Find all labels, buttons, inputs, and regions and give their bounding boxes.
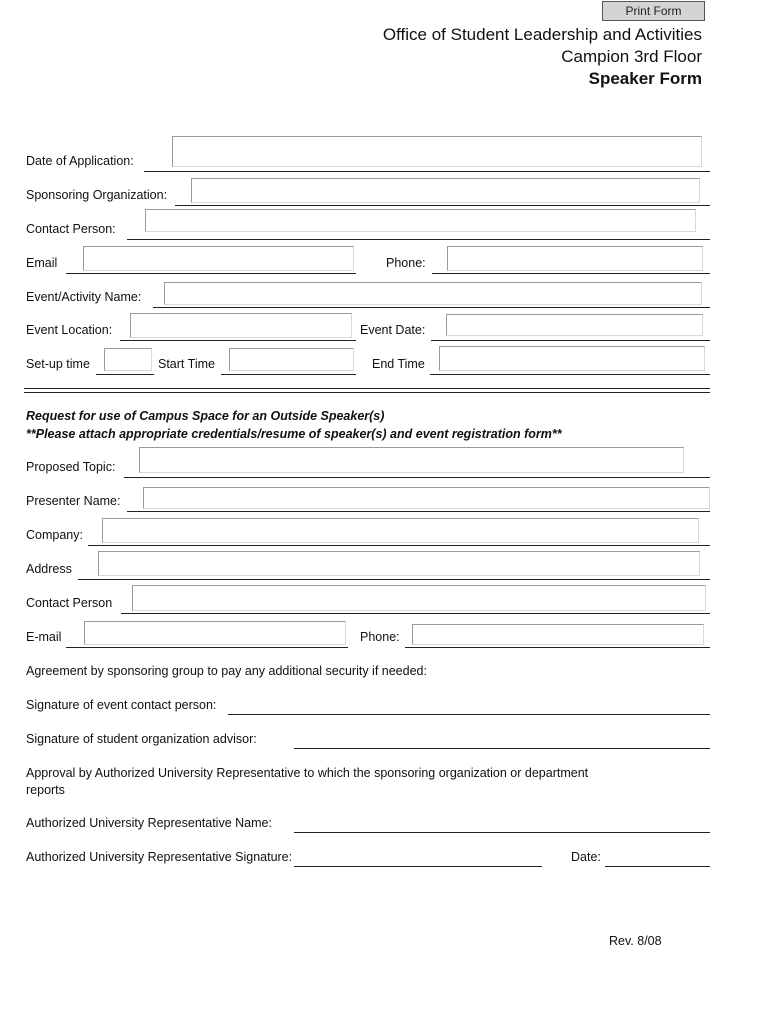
rep-signature-label: Authorized University Representative Signature: <box>26 850 293 864</box>
advisor-signature-label: Signature of student organization advisor: <box>26 732 257 746</box>
revision-label: Rev. 8/08 <box>609 934 662 948</box>
speaker-email-underline <box>66 647 348 648</box>
print-form-button[interactable]: Print Form <box>602 1 705 21</box>
start-time-label: Start Time <box>158 357 215 371</box>
security-agreement-text: Agreement by sponsoring group to pay any additional security if needed: <box>26 664 427 678</box>
presenter-name-label: Presenter Name: <box>26 494 121 508</box>
company-underline <box>88 545 710 546</box>
date-of-application-underline <box>144 171 710 172</box>
speaker-phone-underline <box>405 647 710 648</box>
speaker-email-input[interactable] <box>84 621 346 645</box>
rep-signature-line[interactable] <box>294 866 542 867</box>
presenter-name-input[interactable] <box>143 487 710 509</box>
phone-underline <box>432 273 710 274</box>
start-time-underline <box>221 374 356 375</box>
contact-person-underline <box>127 239 710 240</box>
contact-signature-line[interactable] <box>228 714 710 715</box>
date-of-application-label: Date of Application: <box>26 154 134 168</box>
speaker-contact-person-input[interactable] <box>132 585 706 611</box>
end-time-label: End Time <box>372 357 425 371</box>
start-time-input[interactable] <box>229 348 354 371</box>
setup-time-underline <box>96 374 154 375</box>
event-name-input[interactable] <box>164 282 702 305</box>
end-time-input[interactable] <box>439 346 705 371</box>
presenter-name-underline <box>127 511 710 512</box>
email-input[interactable] <box>83 246 354 271</box>
office-name: Office of Student Leadership and Activities <box>382 25 702 44</box>
proposed-topic-label: Proposed Topic: <box>26 460 116 474</box>
setup-time-input[interactable] <box>104 348 152 371</box>
sponsoring-organization-label: Sponsoring Organization: <box>26 188 168 202</box>
sponsoring-organization-input[interactable] <box>191 178 700 203</box>
event-name-underline <box>153 307 710 308</box>
speaker-phone-label: Phone: <box>360 630 400 644</box>
company-input[interactable] <box>102 518 699 543</box>
date-line[interactable] <box>605 866 710 867</box>
event-name-label: Event/Activity Name: <box>26 290 142 304</box>
proposed-topic-input[interactable] <box>139 447 684 473</box>
speaker-contact-person-underline <box>121 613 710 614</box>
email-underline <box>66 273 356 274</box>
event-date-label: Event Date: <box>360 323 426 337</box>
event-location-underline <box>120 340 356 341</box>
speaker-contact-person-label: Contact Person <box>26 596 113 610</box>
phone-label: Phone: <box>386 256 426 270</box>
address-label: Address <box>26 562 72 576</box>
speaker-phone-input[interactable] <box>412 624 704 645</box>
office-location: Campion 3rd Floor <box>561 47 702 66</box>
address-input[interactable] <box>98 551 700 576</box>
phone-input[interactable] <box>447 246 703 271</box>
form-title: Speaker Form <box>588 69 702 88</box>
email-label: Email <box>26 256 58 270</box>
rep-name-label: Authorized University Representative Name: <box>26 816 272 830</box>
contact-person-label: Contact Person: <box>26 222 116 236</box>
rep-name-line[interactable] <box>294 832 710 833</box>
contact-signature-label: Signature of event contact person: <box>26 698 217 712</box>
address-underline <box>78 579 710 580</box>
end-time-underline <box>430 374 710 375</box>
company-label: Company: <box>26 528 83 542</box>
event-location-input[interactable] <box>130 313 352 338</box>
setup-time-label: Set-up time <box>26 357 90 371</box>
advisor-signature-line[interactable] <box>294 748 710 749</box>
sponsoring-organization-underline <box>175 205 710 206</box>
proposed-topic-underline <box>124 477 710 478</box>
section-instructions: **Please attach appropriate credentials/resume of speaker(s) and event registration form** <box>26 427 562 441</box>
approval-text: Approval by Authorized University Representative to which the sponsoring organization or department <box>26 766 589 780</box>
event-date-input[interactable] <box>446 314 703 336</box>
approval-text-cont: reports <box>26 783 65 797</box>
section-divider-bottom <box>24 392 710 393</box>
event-location-label: Event Location: <box>26 323 113 337</box>
section-divider-top <box>24 388 710 389</box>
event-date-underline <box>431 340 710 341</box>
speaker-email-label: E-mail <box>26 630 62 644</box>
date-label: Date: <box>571 850 601 864</box>
date-of-application-input[interactable] <box>172 136 702 167</box>
section-heading: Request for use of Campus Space for an Outside Speaker(s) <box>26 409 385 423</box>
contact-person-input[interactable] <box>145 209 696 232</box>
